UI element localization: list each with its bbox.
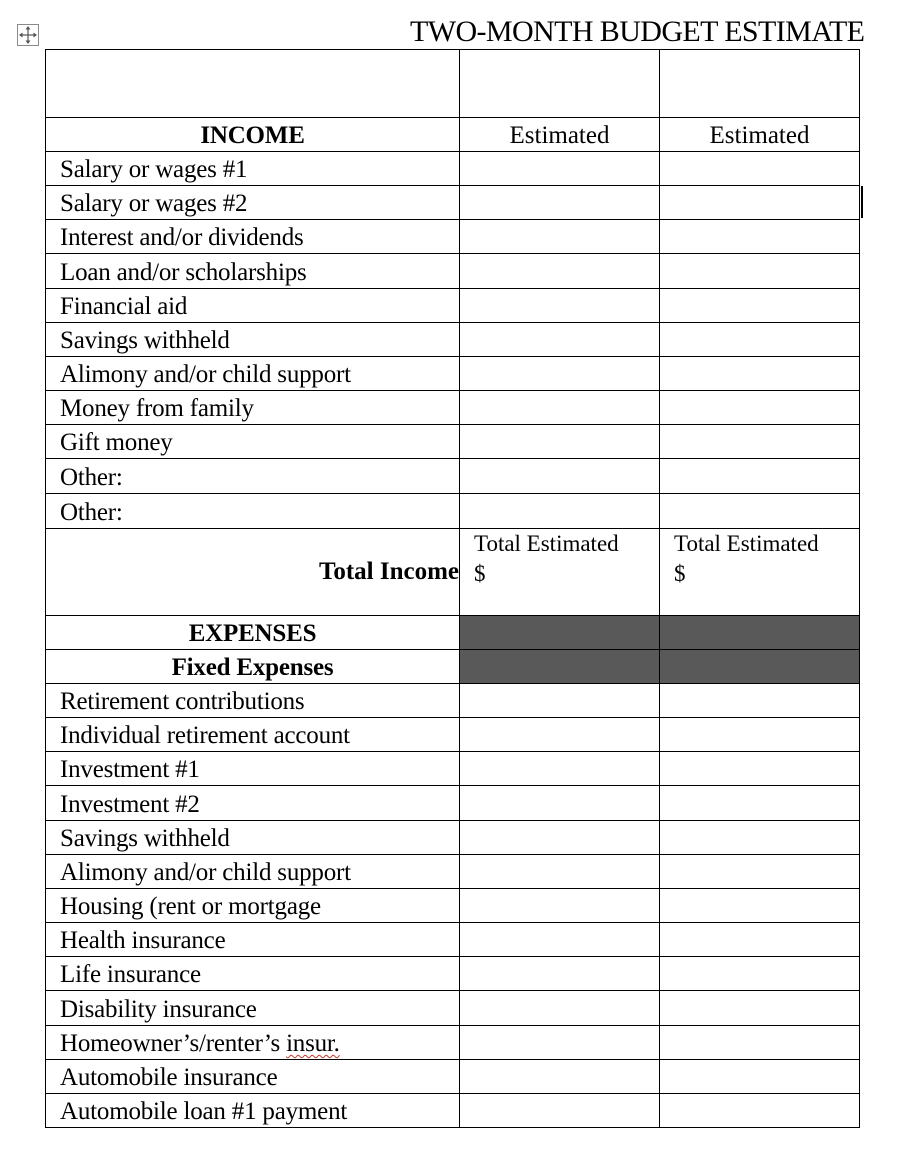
table-move-handle[interactable] [17,24,39,46]
amount-cell[interactable] [460,425,660,459]
amount-cell[interactable] [660,459,860,494]
row-label[interactable]: Life insurance [46,957,460,991]
amount-cell[interactable] [660,391,860,425]
amount-cell[interactable] [660,1060,860,1094]
row-label[interactable]: Loan and/or scholarships [46,254,460,289]
income-heading[interactable]: INCOME [46,118,460,152]
row-label[interactable]: Alimony and/or child support [46,855,460,889]
amount-cell[interactable] [660,289,860,323]
table-row [46,821,860,855]
table-row [46,855,860,889]
amount-cell[interactable] [460,923,660,957]
spellcheck-flagged-word[interactable]: insur. [286,1030,340,1057]
amount-cell[interactable] [660,684,860,718]
total-estimated-cell-1[interactable] [460,529,660,616]
row-label[interactable]: Savings withheld [46,821,460,855]
amount-cell[interactable] [660,991,860,1026]
amount-cell[interactable] [460,1060,660,1094]
budget-table [45,49,860,1128]
amount-cell[interactable] [660,923,860,957]
amount-cell[interactable] [460,459,660,494]
amount-cell[interactable] [460,494,660,529]
amount-cell[interactable] [460,254,660,289]
estimated-header-2[interactable]: Estimated [660,118,860,152]
row-label[interactable]: Health insurance [46,923,460,957]
table-row [46,786,860,821]
shaded-cell [660,650,860,684]
row-label[interactable]: Money from family [46,391,460,425]
amount-cell[interactable] [460,220,660,254]
amount-cell[interactable] [460,357,660,391]
table-row [46,684,860,718]
expenses-heading-row [46,616,860,650]
row-label[interactable]: Disability insurance [46,991,460,1026]
amount-cell[interactable] [660,821,860,855]
table-row [46,889,860,923]
table-row [46,1094,860,1128]
table-row [46,459,860,494]
table-row [46,289,860,323]
amount-cell[interactable] [660,220,860,254]
table-row [46,1060,860,1094]
amount-cell[interactable] [660,494,860,529]
income-heading-row [46,118,860,152]
table-row [46,718,860,752]
amount-cell[interactable] [460,391,660,425]
amount-cell[interactable] [660,752,860,786]
amount-cell[interactable] [460,186,660,220]
fixed-expenses-heading[interactable]: Fixed Expenses [46,650,460,684]
table-row [46,152,860,186]
shaded-cell [660,616,860,650]
shaded-cell [460,616,660,650]
row-label[interactable]: Investment #1 [46,752,460,786]
row-label[interactable]: Salary or wages #1 [46,152,460,186]
amount-cell[interactable] [660,855,860,889]
total-estimated-label: Total Estimated [474,531,619,556]
amount-cell[interactable] [660,186,860,220]
document-title: TWO-MONTH BUDGET ESTIMATE [410,15,865,48]
amount-cell[interactable] [460,889,660,923]
table-cell[interactable] [46,50,460,118]
amount-cell[interactable] [660,357,860,391]
currency-symbol: $ [474,561,486,586]
total-estimated-cell-2[interactable] [660,529,860,616]
amount-cell[interactable] [660,323,860,357]
amount-cell[interactable] [660,425,860,459]
amount-cell[interactable] [660,786,860,821]
table-row [46,494,860,529]
amount-cell[interactable] [660,889,860,923]
table-cell[interactable] [660,50,860,118]
table-row [46,186,860,220]
expenses-heading[interactable]: EXPENSES [46,616,460,650]
amount-cell[interactable] [460,855,660,889]
row-label[interactable]: Retirement contributions [46,684,460,718]
fixed-expenses-heading-row [46,650,860,684]
row-label[interactable]: Gift money [46,425,460,459]
amount-cell[interactable] [460,752,660,786]
total-income-row [46,529,860,616]
amount-cell[interactable] [460,991,660,1026]
table-row [46,357,860,391]
total-estimated-label: Total Estimated [674,531,819,556]
row-label[interactable]: Alimony and/or child support [46,357,460,391]
amount-cell[interactable] [460,786,660,821]
amount-cell[interactable] [460,957,660,991]
table-row [46,254,860,289]
shaded-cell [460,650,660,684]
row-label[interactable]: Other: [46,459,460,494]
row-label[interactable]: Savings withheld [46,323,460,357]
table-cell[interactable] [460,50,660,118]
row-label[interactable]: Investment #2 [46,786,460,821]
row-label[interactable]: Automobile loan #1 payment [46,1094,460,1128]
row-label[interactable]: Financial aid [46,289,460,323]
row-label[interactable]: Salary or wages #2 [46,186,460,220]
amount-cell[interactable] [660,1026,860,1060]
amount-cell[interactable] [660,718,860,752]
row-label[interactable]: Other: [46,494,460,529]
amount-cell[interactable] [460,323,660,357]
estimated-header-1[interactable]: Estimated [460,118,660,152]
amount-cell[interactable] [660,957,860,991]
amount-cell[interactable] [660,254,860,289]
amount-cell[interactable] [660,1094,860,1128]
row-label[interactable]: Automobile insurance [46,1060,460,1094]
row-label[interactable]: Individual retirement account [46,718,460,752]
amount-cell[interactable] [460,684,660,718]
table-row [46,425,860,459]
row-label[interactable]: Homeowner’s/renter’s insur. [46,1026,460,1060]
table-row [46,391,860,425]
text-cursor [861,186,863,218]
amount-cell[interactable] [460,289,660,323]
amount-cell[interactable] [460,718,660,752]
table-row [46,1026,860,1060]
table-row [46,991,860,1026]
amount-cell[interactable] [460,1094,660,1128]
row-label[interactable]: Interest and/or dividends [46,220,460,254]
total-income-label[interactable]: Total Income [46,529,460,616]
table-row [46,752,860,786]
table-row [46,923,860,957]
amount-cell[interactable] [460,152,660,186]
amount-cell[interactable] [460,1026,660,1060]
move-arrows-icon [18,25,38,45]
table-header-row [46,50,860,118]
table-row [46,323,860,357]
amount-cell[interactable] [460,821,660,855]
table-row [46,957,860,991]
table-row [46,220,860,254]
currency-symbol: $ [674,561,686,586]
row-label[interactable]: Housing (rent or mortgage [46,889,460,923]
amount-cell[interactable] [660,152,860,186]
